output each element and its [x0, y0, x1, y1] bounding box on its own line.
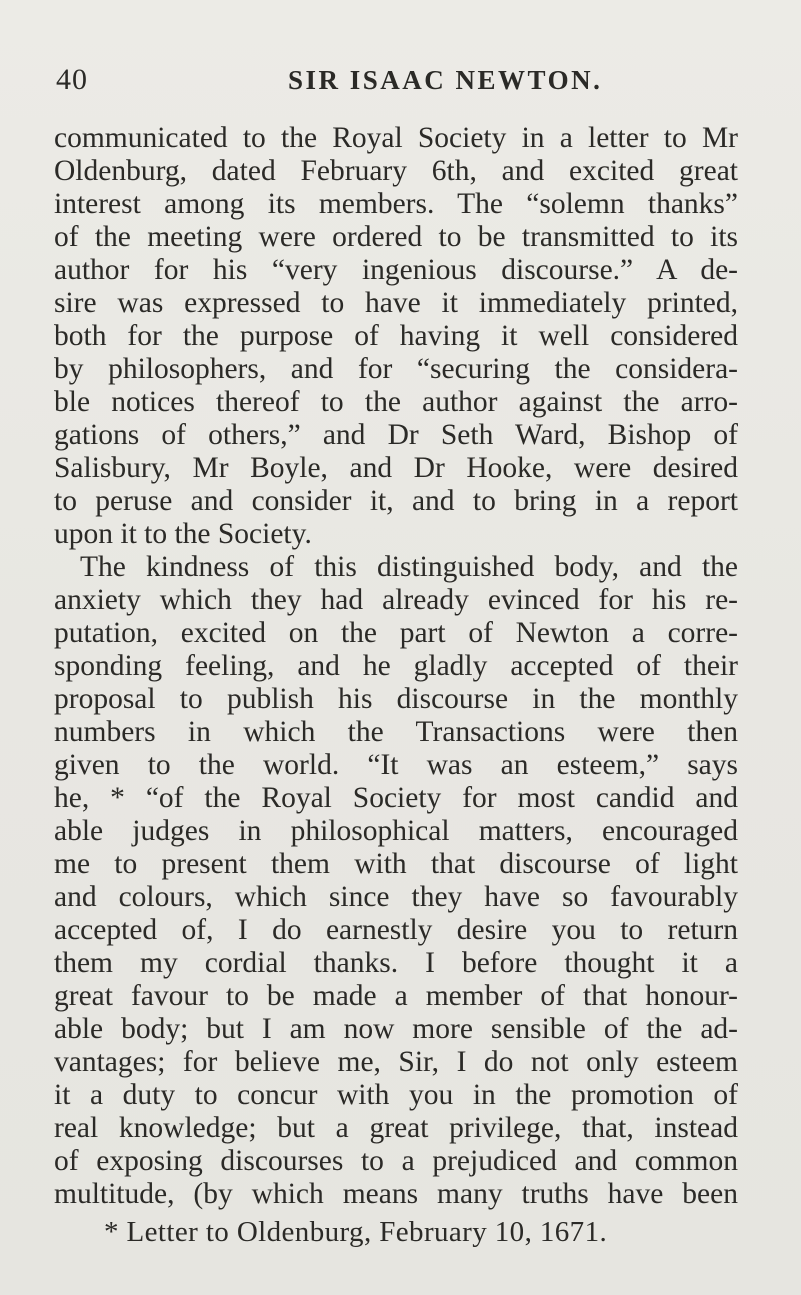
- text-line: and colours, which since they have so favourably: [54, 881, 738, 913]
- text-line: great favour to be made a member of that honour-: [54, 980, 738, 1012]
- text-line: sponding feeling, and he gladly accepted of their: [54, 650, 738, 682]
- paragraph-end-line: upon it to the Society.: [54, 518, 312, 550]
- text-line: communicated to the Royal Society in a letter to Mr: [54, 122, 738, 154]
- text-line: it a duty to concur with you in the promotion of: [54, 1079, 738, 1111]
- text-line: Oldenburg, dated February 6th, and excited great: [54, 155, 738, 187]
- text-line: Salisbury, Mr Boyle, and Dr Hooke, were desired: [54, 452, 738, 484]
- text-line: me to present them with that discourse of light: [54, 848, 738, 880]
- text-line: anxiety which they had already evinced for his re-: [54, 584, 738, 616]
- text-line: he, * “of the Royal Society for most candid and: [54, 782, 738, 814]
- text-line: them my cordial thanks. I before thought it a: [54, 947, 738, 979]
- text-line: ble notices thereof to the author against the arro-: [54, 386, 738, 418]
- text-line: able judges in philosophical matters, encouraged: [54, 815, 738, 847]
- running-title: SIR ISAAC NEWTON.: [288, 65, 603, 95]
- page-number: 40: [56, 63, 88, 96]
- text-line: both for the purpose of having it well considered: [54, 320, 738, 352]
- footnote: * Letter to Oldenburg, February 10, 1671.: [104, 1216, 608, 1248]
- text-line: author for his “very ingenious discourse.” A de-: [54, 254, 738, 286]
- running-head: [56, 60, 756, 100]
- text-line: able body; but I am now more sensible of the ad-: [54, 1013, 738, 1045]
- text-line: real knowledge; but a great privilege, that, instead: [54, 1112, 738, 1144]
- text-line: of exposing discourses to a prejudiced and common: [54, 1145, 738, 1177]
- text-line: proposal to publish his discourse in the monthly: [54, 683, 738, 715]
- body-text: [54, 122, 738, 1211]
- text-line: multitude, (by which means many truths have been: [54, 1178, 738, 1210]
- text-line: interest among its members. The “solemn thanks”: [54, 188, 738, 220]
- text-line: given to the world. “It was an esteem,” says: [54, 749, 738, 781]
- text-line: of the meeting were ordered to be transmitted to its: [54, 221, 738, 253]
- text-line: sire was expressed to have it immediately printed,: [54, 287, 738, 319]
- text-line: to peruse and consider it, and to bring in a report: [54, 485, 738, 517]
- text-line: vantages; for believe me, Sir, I do not only esteem: [54, 1046, 738, 1078]
- paragraph-start-line: The kindness of this distinguished body, and the: [80, 551, 738, 583]
- text-line: putation, excited on the part of Newton a corre-: [54, 617, 738, 649]
- text-line: accepted of, I do earnestly desire you to return: [54, 914, 738, 946]
- text-line: gations of others,” and Dr Seth Ward, Bishop of: [54, 419, 738, 451]
- text-line: numbers in which the Transactions were then: [54, 716, 738, 748]
- text-line: by philosophers, and for “securing the considera-: [54, 353, 738, 385]
